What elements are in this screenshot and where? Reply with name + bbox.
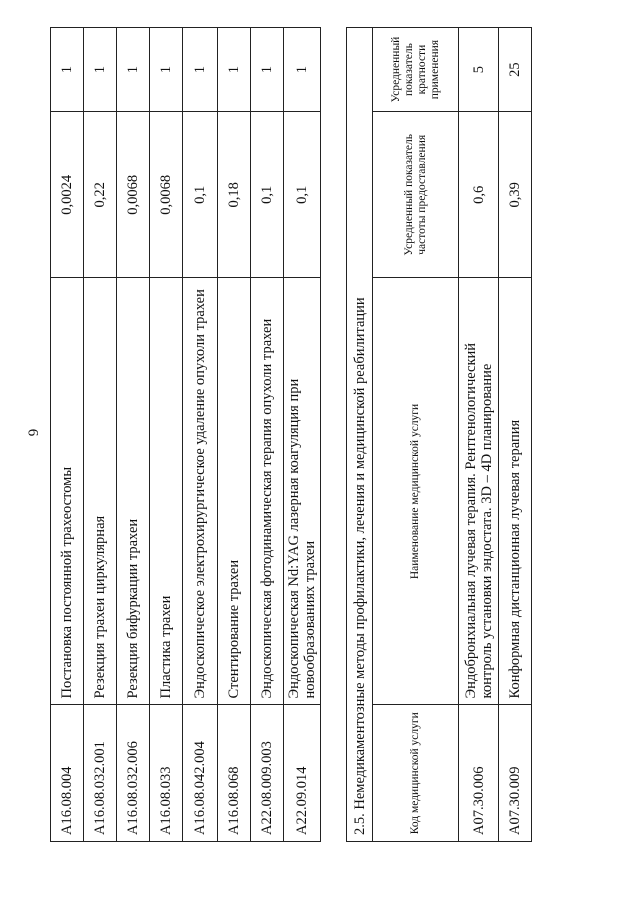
service-name: Пластика трахеи — [150, 278, 183, 705]
table-row — [459, 28, 499, 842]
column-header-frequency: Усредненный показатель частоты предоставления — [373, 112, 459, 278]
service-code: A16.08.042.004 — [183, 705, 218, 842]
frequency-value: 0,1 — [284, 112, 321, 278]
service-code: A07.30.009 — [499, 705, 532, 842]
multiplicity-value: 1 — [117, 28, 150, 112]
table-row — [218, 28, 251, 842]
table-row — [183, 28, 218, 842]
multiplicity-value: 1 — [183, 28, 218, 112]
table-row — [499, 28, 532, 842]
rotated-page-content — [50, 0, 640, 842]
service-code: A16.08.033 — [150, 705, 183, 842]
multiplicity-value: 1 — [251, 28, 284, 112]
service-name: Эндобронхиальная лучевая терапия. Рентгенологический контроль установки эндостата. 3D – 4D планирование — [459, 278, 499, 705]
service-code: A22.08.009.003 — [251, 705, 284, 842]
multiplicity-value: 1 — [218, 28, 251, 112]
frequency-value: 0,39 — [499, 112, 532, 278]
frequency-value: 0,22 — [84, 112, 117, 278]
service-code: A16.08.032.006 — [117, 705, 150, 842]
service-name: Стентирование трахеи — [218, 278, 251, 705]
service-name: Эндоскопическая фотодинамическая терапия опухоли трахеи — [251, 278, 284, 705]
frequency-value: 0,0024 — [51, 112, 84, 278]
frequency-value: 0,1 — [183, 112, 218, 278]
page-number: 6 — [24, 428, 41, 437]
service-code: A16.08.068 — [218, 705, 251, 842]
frequency-value: 0,0068 — [117, 112, 150, 278]
table-row — [251, 28, 284, 842]
section-title: 2.5. Немедикаментозные методы профилактики, лечения и медицинской реабилитации — [346, 27, 372, 842]
service-name: Резекция трахеи циркулярная — [84, 278, 117, 705]
table-row — [150, 28, 183, 842]
multiplicity-value: 1 — [150, 28, 183, 112]
column-header-name: Наименование медицинской услуги — [373, 278, 459, 705]
multiplicity-value: 1 — [51, 28, 84, 112]
table-header-row — [373, 28, 459, 842]
table-row — [51, 28, 84, 842]
service-code: A16.08.004 — [51, 705, 84, 842]
service-name: Постановка постоянной трахеостомы — [51, 278, 84, 705]
table-row — [84, 28, 117, 842]
service-name: Эндоскопическая Nd:YAG лазерная коагуляция при новообразованиях трахеи — [284, 278, 321, 705]
service-code: A07.30.006 — [459, 705, 499, 842]
service-name: Эндоскопическое электрохирургическое удаление опухоли трахеи — [183, 278, 218, 705]
multiplicity-value: 1 — [284, 28, 321, 112]
service-name: Конформная дистанционная лучевая терапия — [499, 278, 532, 705]
table-row — [284, 28, 321, 842]
service-name: Резекция бифуркации трахеи — [117, 278, 150, 705]
frequency-value: 0,18 — [218, 112, 251, 278]
column-header-multiplicity: Усредненный показатель кратности применения — [373, 28, 459, 112]
frequency-value: 0,0068 — [150, 112, 183, 278]
service-code: A22.09.014 — [284, 705, 321, 842]
frequency-value: 0,1 — [251, 112, 284, 278]
multiplicity-value: 1 — [84, 28, 117, 112]
column-header-code: Код медицинской услуги — [373, 705, 459, 842]
multiplicity-value: 25 — [499, 28, 532, 112]
frequency-value: 0,6 — [459, 112, 499, 278]
multiplicity-value: 5 — [459, 28, 499, 112]
service-code: A16.08.032.001 — [84, 705, 117, 842]
table-row — [117, 28, 150, 842]
non-drug-methods-table — [372, 27, 532, 842]
services-table-continued — [50, 27, 321, 842]
